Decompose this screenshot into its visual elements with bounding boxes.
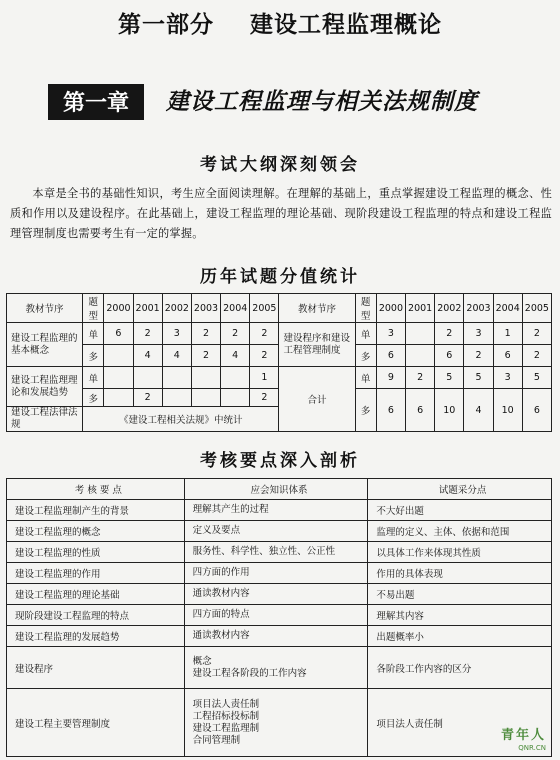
stats-value-cell: 2 xyxy=(522,345,551,367)
stats-value-cell xyxy=(221,367,250,389)
knowledge-line: 项目法人责任制 xyxy=(192,698,260,710)
stats-value-cell xyxy=(133,367,162,389)
knowledge-line: 四方面的特点 xyxy=(192,609,250,620)
stats-value-cell: 3 xyxy=(464,323,493,345)
score-cell: 各阶段工作内容的区分 xyxy=(368,647,552,689)
point-cell: 建设工程监理的理论基础 xyxy=(7,584,185,605)
stats-header-cell: 2000 xyxy=(104,294,133,323)
knowledge-line: 理解其产生的过程 xyxy=(192,504,269,515)
score-cell: 不大好出题 xyxy=(368,500,552,521)
stats-type-cell: 多 xyxy=(83,345,104,367)
stats-type-cell: 单 xyxy=(355,323,376,345)
stats-value-cell: 2 xyxy=(191,323,220,345)
stats-value-cell xyxy=(162,389,191,407)
stats-header-cell: 2004 xyxy=(221,294,250,323)
point-cell: 现阶段建设工程监理的特点 xyxy=(7,605,185,626)
score-cell: 项目法人责任制 xyxy=(368,689,552,757)
stats-value-cell: 4 xyxy=(133,345,162,367)
chapter-tag xyxy=(48,84,144,120)
stats-value-cell xyxy=(104,389,133,407)
stats-value-cell: 6 xyxy=(376,389,405,432)
point-cell: 建设程序 xyxy=(7,647,185,689)
knowledge-line: 建设工程各阶段的工作内容 xyxy=(192,667,307,679)
points-header-cell: 应会知识体系 xyxy=(184,479,368,500)
points-row xyxy=(7,563,552,584)
score-cell: 不易出题 xyxy=(368,584,552,605)
stats-header-cell: 题型 xyxy=(83,294,104,323)
stats-type-cell: 单 xyxy=(83,323,104,345)
stats-value-cell: 6 xyxy=(406,389,435,432)
stats-value-cell: 2 xyxy=(435,323,464,345)
stats-value-cell: 10 xyxy=(493,389,522,432)
part-title: 第一部分 建设工程监理概论 xyxy=(117,12,443,38)
stats-value-cell xyxy=(104,345,133,367)
stats-value-cell: 9 xyxy=(376,367,405,389)
stats-value-cell: 6 xyxy=(376,345,405,367)
stats-value-cell xyxy=(191,367,220,389)
knowledge-cell xyxy=(184,542,368,563)
stats-section-cell: 合计 xyxy=(279,367,355,432)
knowledge-cell xyxy=(184,584,368,605)
point-cell: 建设工程主要管理制度 xyxy=(7,689,185,757)
point-cell: 建设工程监理的性质 xyxy=(7,542,185,563)
stats-value-cell: 5 xyxy=(522,367,551,389)
watermark-text: 青年人 xyxy=(500,728,546,743)
points-row xyxy=(7,542,552,563)
stats-value-cell: 3 xyxy=(376,323,405,345)
watermark-logo xyxy=(501,730,546,754)
point-cell: 建设工程监理的概念 xyxy=(7,521,185,542)
knowledge-line: 定义及要点 xyxy=(192,525,241,536)
stats-value-cell: 3 xyxy=(493,367,522,389)
knowledge-cell xyxy=(184,563,368,584)
stats-title: 历年试题分值统计 xyxy=(200,267,360,287)
points-row xyxy=(7,521,552,542)
knowledge-line: 通读教材内容 xyxy=(192,588,250,599)
stats-value-cell xyxy=(406,345,435,367)
stats-header-cell: 2003 xyxy=(191,294,220,323)
stats-header-cell: 2002 xyxy=(435,294,464,323)
stats-value-cell: 3 xyxy=(162,323,191,345)
knowledge-line: 通读教材内容 xyxy=(192,630,250,641)
points-row xyxy=(7,689,552,757)
stats-value-cell xyxy=(191,389,220,407)
points-row xyxy=(7,647,552,689)
syllabus-text: 本章是全书的基础性知识，考生应全面阅读理解。在理解的基础上，重点掌握建设工程监理的概念、性质和作用以及建设程序。在此基础上，建设工程监理的理论基础、现阶段建设工程监理的特点和建设工程监理管理制度也需要考生有一定的掌握。 xyxy=(10,187,552,240)
stats-value-cell: 10 xyxy=(435,389,464,432)
stats-section-cell: 建设工程监理的基本概念 xyxy=(7,323,83,367)
knowledge-line: 服务性、科学性、独立性、公正性 xyxy=(192,546,336,557)
stats-header-cell: 2001 xyxy=(133,294,162,323)
stats-type-cell: 单 xyxy=(83,367,104,389)
stats-value-cell: 4 xyxy=(464,389,493,432)
stats-row xyxy=(7,323,552,345)
stats-value-cell: 6 xyxy=(493,345,522,367)
point-cell: 建设工程监理制产生的背景 xyxy=(7,500,185,521)
stats-value-cell: 1 xyxy=(493,323,522,345)
stats-value-cell: 4 xyxy=(162,345,191,367)
knowledge-cell xyxy=(184,521,368,542)
stats-value-cell: 2 xyxy=(522,323,551,345)
point-cell: 建设工程监理的发展趋势 xyxy=(7,626,185,647)
stats-header-cell: 教材节序 xyxy=(279,294,355,323)
chapter-header xyxy=(48,84,518,120)
stats-value-cell: 5 xyxy=(464,367,493,389)
stats-type-cell: 单 xyxy=(355,367,376,389)
stats-header-cell: 教材节序 xyxy=(7,294,83,323)
stats-value-cell: 4 xyxy=(221,345,250,367)
points-row xyxy=(7,626,552,647)
stats-section-cell: 建设工程监理理论和发展趋势 xyxy=(7,367,83,407)
stats-header-cell: 2001 xyxy=(406,294,435,323)
stats-value-cell: 2 xyxy=(250,345,279,367)
points-row xyxy=(7,605,552,626)
stats-value-cell xyxy=(104,367,133,389)
stats-header-cell: 2004 xyxy=(493,294,522,323)
points-row xyxy=(7,500,552,521)
stats-value-cell: 2 xyxy=(406,367,435,389)
stats-value-cell: 5 xyxy=(435,367,464,389)
watermark-url: QNR.CN xyxy=(518,744,546,752)
stats-value-cell: 2 xyxy=(191,345,220,367)
knowledge-line: 工程招标投标制 xyxy=(192,710,260,722)
score-stats-table xyxy=(6,293,552,432)
stats-header-cell: 2005 xyxy=(522,294,551,323)
stats-value-cell xyxy=(406,323,435,345)
stats-value-cell: 2 xyxy=(250,389,279,407)
stats-type-cell: 多 xyxy=(355,389,376,432)
stats-value-cell: 2 xyxy=(133,323,162,345)
stats-type-cell: 多 xyxy=(355,345,376,367)
points-header-row xyxy=(7,479,552,500)
stats-value-cell: 2 xyxy=(133,389,162,407)
stats-value-cell: 2 xyxy=(250,323,279,345)
points-title: 考核要点深入剖析 xyxy=(200,451,360,471)
stats-note-cell: 《建设工程相关法规》中统计 xyxy=(83,407,279,432)
stats-header-cell: 2005 xyxy=(250,294,279,323)
stats-value-cell: 6 xyxy=(104,323,133,345)
stats-section-cell: 建设工程法律法规 xyxy=(7,407,83,432)
score-cell: 以具体工作来体现其性质 xyxy=(368,542,552,563)
syllabus-title: 考试大纲深刻领会 xyxy=(200,155,360,175)
score-cell: 监理的定义、主体、依据和范围 xyxy=(368,521,552,542)
point-cell: 建设工程监理的作用 xyxy=(7,563,185,584)
chapter-tag-label: 第一章 xyxy=(62,91,129,116)
score-cell: 理解其内容 xyxy=(368,605,552,626)
key-points-table xyxy=(6,478,552,757)
stats-header-row xyxy=(7,294,552,323)
knowledge-line: 四方面的作用 xyxy=(192,567,250,578)
score-cell: 作用的具体表现 xyxy=(368,563,552,584)
stats-value-cell xyxy=(162,367,191,389)
stats-value-cell: 6 xyxy=(435,345,464,367)
stats-value-cell: 2 xyxy=(221,323,250,345)
score-cell: 出题概率小 xyxy=(368,626,552,647)
stats-section-cell: 建设程序和建设工程管理制度 xyxy=(279,323,355,367)
knowledge-cell xyxy=(184,500,368,521)
stats-header-cell: 2000 xyxy=(376,294,405,323)
knowledge-line: 概念 xyxy=(192,655,212,667)
stats-value-cell: 1 xyxy=(250,367,279,389)
knowledge-cell xyxy=(184,647,368,689)
stats-header-cell: 2002 xyxy=(162,294,191,323)
points-row xyxy=(7,584,552,605)
points-header-cell: 考 核 要 点 xyxy=(7,479,185,500)
knowledge-cell xyxy=(184,626,368,647)
stats-row xyxy=(7,367,552,389)
stats-header-cell: 题型 xyxy=(355,294,376,323)
knowledge-line: 建设工程监理制 xyxy=(192,722,260,734)
stats-type-cell: 多 xyxy=(83,389,104,407)
knowledge-cell xyxy=(184,689,368,757)
stats-value-cell: 2 xyxy=(464,345,493,367)
knowledge-cell xyxy=(184,605,368,626)
stats-value-cell xyxy=(221,389,250,407)
stats-value-cell: 6 xyxy=(522,389,551,432)
knowledge-line: 合同管理制 xyxy=(192,734,241,746)
stats-header-cell: 2003 xyxy=(464,294,493,323)
chapter-title: 建设工程监理与相关法规制度 xyxy=(166,89,478,115)
points-header-cell: 试题采分点 xyxy=(368,479,552,500)
